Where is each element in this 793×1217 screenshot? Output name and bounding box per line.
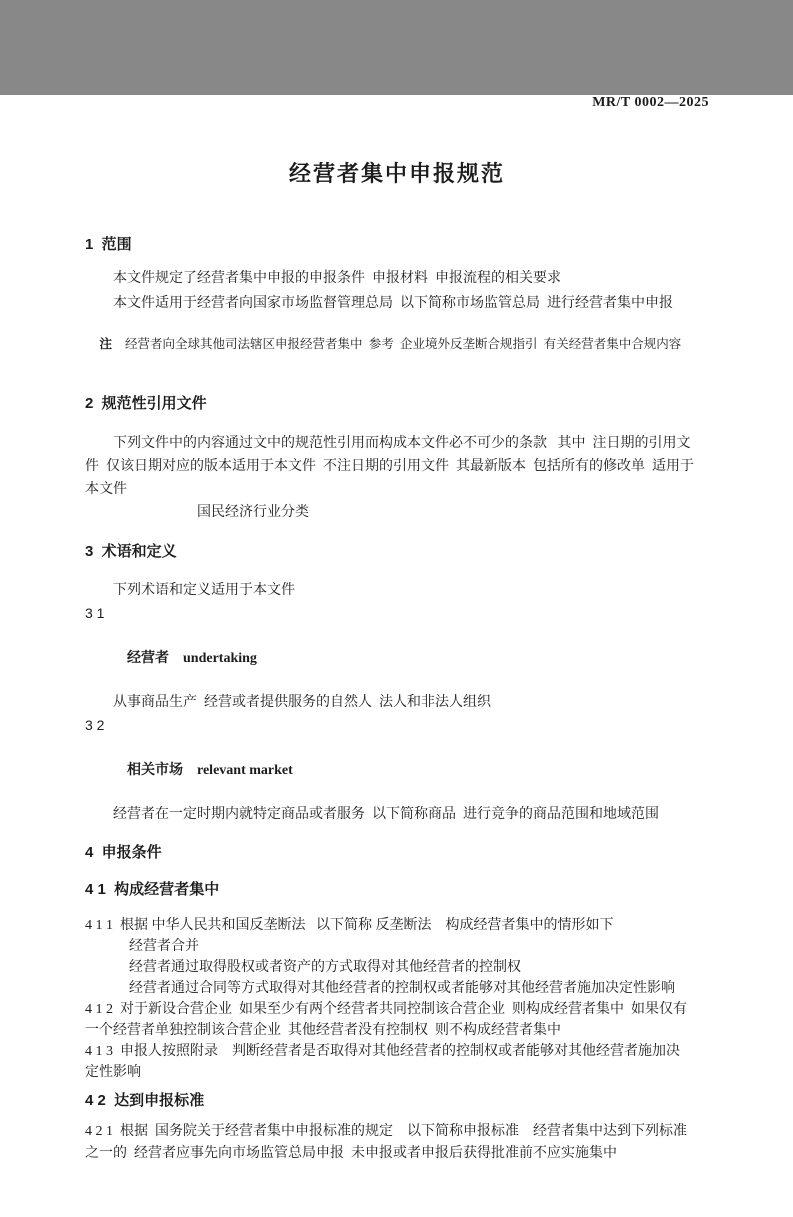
clause-4-1-1-item-1: 经营者合并 [129,939,199,954]
term-2-entry [85,736,709,804]
term-2-english: relevant market [197,763,293,778]
term-1-chinese: 经营者 [127,649,169,665]
section-4-heading: 4 申报条件 [85,844,162,861]
section-2-paragraph-line-2: 件 仅该日期对应的版本适用于本文件 不注日期的引用文件 其最新版本 包括所有的修改单 适用于 [85,459,694,474]
clause-4-2-1-line-1: 4 2 1 根据 国务院关于经营者集中申报标准的规定 以下简称申报标准 经营者集中达到下列标准 [85,1124,687,1139]
term-1-definition: 从事商品生产 经营或者提供服务的自然人 法人和非法人组织 [113,695,491,710]
term-2-chinese: 相关市场 [127,761,183,777]
standard-code: MR/T 0002—2025 [592,95,709,110]
section-2-paragraph-line-3: 本文件 [85,482,127,497]
section-3-heading: 3 术语和定义 [85,543,177,560]
clause-4-1-3-line-2: 定性影响 [85,1065,141,1080]
term-1-english: undertaking [183,651,257,666]
section-1-paragraph-1: 本文件规定了经营者集中申报的申报条件 申报材料 申报流程的相关要求 [113,271,561,286]
referenced-standard: 国民经济行业分类 [197,505,309,520]
section-1-paragraph-2: 本文件适用于经营者向国家市场监督管理总局 以下简称市场监管总局 进行经营者集中申报 [113,296,673,311]
clause-4-2-heading: 4 2 达到申报标准 [85,1092,205,1109]
clause-4-1-2-line-2: 一个经营者单独控制该合营企业 其他经营者没有控制权 则不构成经营者集中 [85,1023,561,1038]
section-2-paragraph-line-1: 下列文件中的内容通过文中的规范性引用而构成本文件必不可少的条款 其中 注日期的引用文 [113,436,691,451]
note-text: 经营者向全球其他司法辖区申报经营者集中 参考 企业境外反垄断合规指引 有关经营者集中合规内容 [125,337,682,351]
section-3-intro: 下列术语和定义适用于本文件 [113,583,295,598]
clause-4-2-1-line-2: 之一的 经营者应事先向市场监管总局申报 未申报或者申报后获得批准前不应实施集中 [85,1146,617,1161]
term-1-entry [85,624,709,692]
clause-4-1-2-line-1: 4 1 2 对于新设合营企业 如果至少有两个经营者共同控制该合营企业 则构成经营者集中 如果仅有 [85,1002,687,1017]
clause-4-1-1-item-2: 经营者通过取得股权或者资产的方式取得对其他经营者的控制权 [129,960,521,975]
clause-4-1-1-item-3: 经营者通过合同等方式取得对其他经营者的控制权或者能够对其他经营者施加决定性影响 [129,981,675,996]
term-1-number: 3 1 [85,605,105,621]
note-label: 注 [99,337,113,351]
term-2-number: 3 2 [85,717,105,733]
section-2-heading: 2 规范性引用文件 [85,395,207,412]
document-title: 经营者集中申报规范 [288,161,505,186]
clause-4-1-3-line-1: 4 1 3 申报人按照附录 判断经营者是否取得对其他经营者的控制权或者能够对其他经营者施加决 [85,1044,680,1059]
section-1-heading: 1 范围 [85,236,132,253]
clause-4-1-heading: 4 1 构成经营者集中 [85,881,220,898]
clause-4-1-1: 4 1 1 根据 中华人民共和国反垄断法 以下简称 反垄断法 构成经营者集中的情形如下 [85,918,614,933]
term-2-definition: 经营者在一定时期内就特定商品或者服务 以下简称商品 进行竞争的商品范围和地域范围 [113,807,659,822]
section-1-note [85,317,709,371]
document-page [0,95,793,1217]
